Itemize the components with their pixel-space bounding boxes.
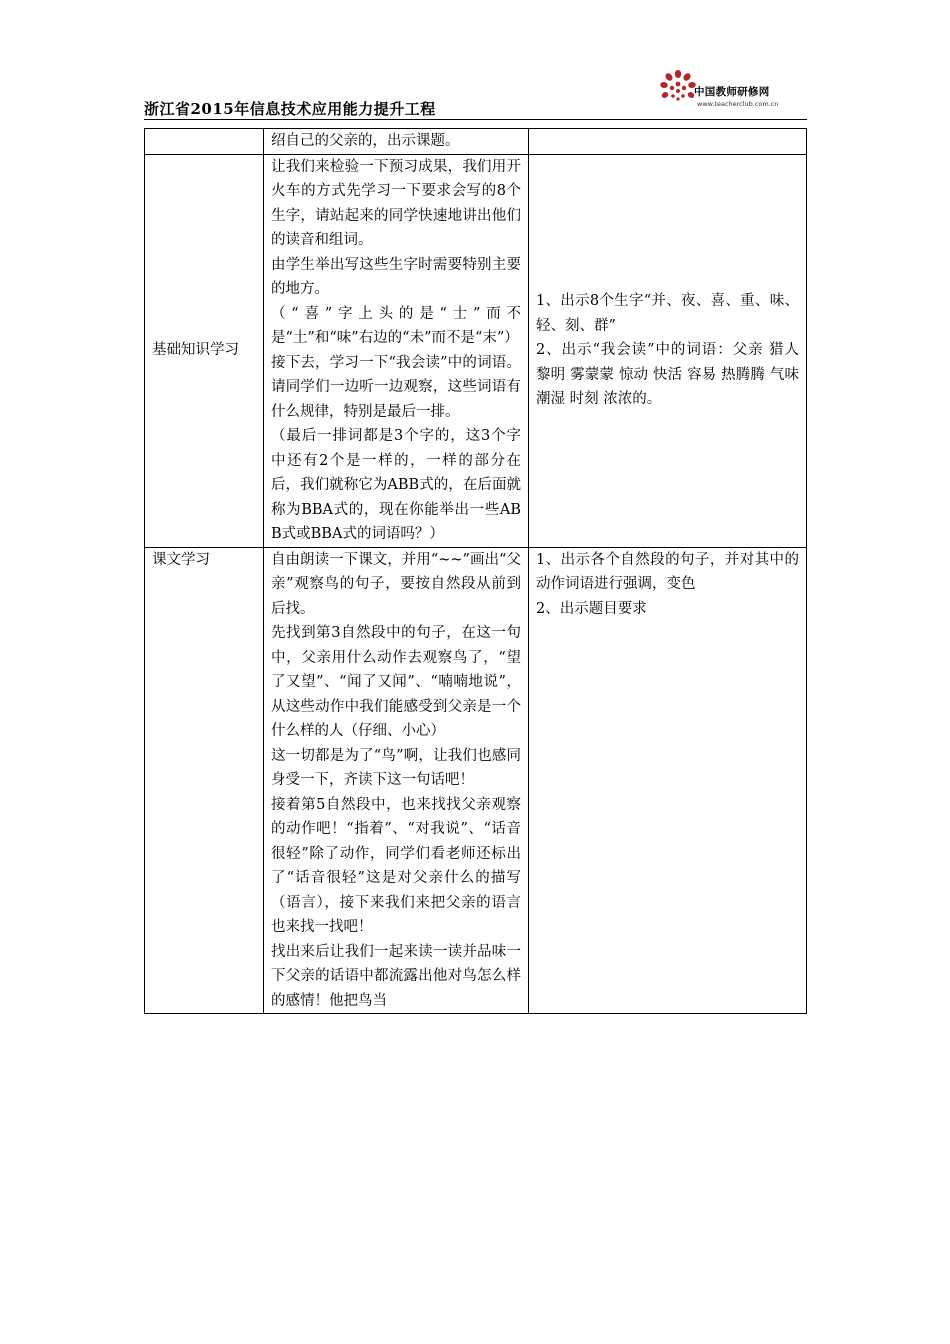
logo-url: www.teacherclub.com.cn xyxy=(697,100,779,108)
activity-paragraph: 找出来后让我们一起来读一读并品味一下父亲的话语中都流露出他对鸟怎么样的感情！他把鸟当 xyxy=(271,943,521,1009)
table-row xyxy=(145,547,807,1014)
stage-cell: 课文学习 xyxy=(145,547,264,1014)
activity-cell xyxy=(264,129,529,155)
activity-cell xyxy=(264,154,529,547)
media-paragraph: 1、出示8个生字“并、夜、喜、重、味、轻、刻、群” xyxy=(536,293,799,334)
table-row xyxy=(145,129,807,155)
activity-paragraph: （最后一排词都是3个字的，这3个字中还有2个是一样的，一样的部分在后，我们就称它为ABB式的，在后面就称为BBA式的，现在你能举出一些ABB式或BBA式的词语吗？） xyxy=(271,428,521,542)
activity-paragraph: 接下去，学习一下“我会读”中的词语。请同学们一边听一边观察，这些词语有什么规律，特别是最后一排。 xyxy=(271,354,521,420)
logo xyxy=(655,66,805,118)
stage-cell xyxy=(145,129,264,155)
media-paragraph: 2、出示题目要求 xyxy=(536,600,647,617)
activity-paragraph: 让我们来检验一下预习成果，我们用开火车的方式先学习一下要求会写的8个生字，请站起来的同学快速地讲出他们的读音和组词。 xyxy=(271,158,521,248)
stage-cell: 基础知识学习 xyxy=(145,154,264,547)
activity-paragraph: 这一切都是为了“鸟”啊，让我们也感同身受一下，齐读下这一句话吧！ xyxy=(271,747,521,788)
lesson-plan-table xyxy=(144,128,807,1014)
media-cell xyxy=(529,154,807,547)
activity-paragraph: 绍自己的父亲的，出示课题。 xyxy=(271,133,460,149)
activity-paragraph: 由学生举出写这些生字时需要特别主要的地方。 xyxy=(271,256,521,297)
logo-flower-icon xyxy=(657,68,699,110)
logo-name: 中国教师研修网 xyxy=(694,86,770,98)
activity-paragraph: 先找到第3自然段中的句子，在这一句中，父亲用什么动作去观察鸟了，“望了又望”、“闻了又闻”、“喃喃地说”，从这些动作中我们能感受到父亲是一个什么样的人（仔细、小心） xyxy=(271,625,521,739)
table-row xyxy=(145,154,807,547)
media-paragraph: 1、出示各个自然段的句子，并对其中的动作词语进行强调，变色 xyxy=(536,551,799,592)
activity-cell xyxy=(264,547,529,1014)
activity-paragraph: 接着第5自然段中，也来找找父亲观察的动作吧！“指着”、“对我说”、“话音很轻”除了动作，同学们看老师还标出了“话音很轻”这是对父亲什么的描写（语言），接下来我们来把父亲的语言也来找一找吧！ xyxy=(271,796,521,935)
media-cell xyxy=(529,129,807,155)
activity-paragraph: 自由朗读一下课文，并用“~~”画出“父亲”观察鸟的句子，要按自然段从前到后找。 xyxy=(271,551,521,617)
activity-paragraph: （“喜”字上头的是“士”而不是“土”和“味”右边的“未”而不是“末”） xyxy=(271,305,521,346)
media-cell xyxy=(529,547,807,1014)
header-divider xyxy=(144,119,807,120)
media-paragraph: 2、出示“我会读”中的词语：父亲 猎人 黎明 雾蒙蒙 惊动 快活 容易 热腾腾 气味 潮湿 时刻 浓浓的。 xyxy=(536,342,799,408)
header-title: 浙江省2015年信息技术应用能力提升工程 xyxy=(144,100,436,118)
